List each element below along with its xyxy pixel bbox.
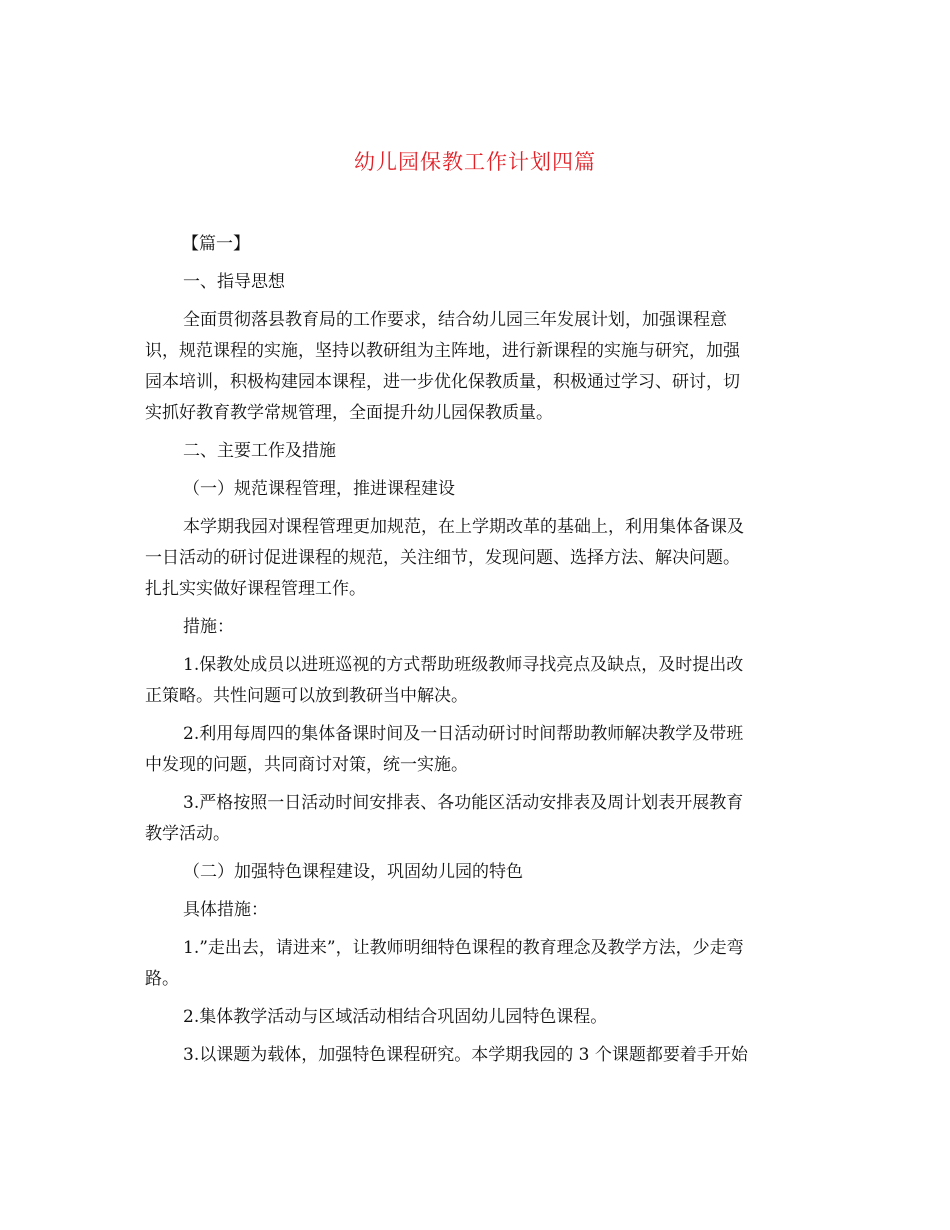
heading-guiding-thought: 一、指导思想: [183, 272, 285, 292]
paragraph-line: 本学期我园对课程管理更加规范，在上学期改革的基础上，利用集体备课及: [183, 517, 744, 537]
specific-item: 2.集体教学活动与区域活动相结合巩固幼儿园特色课程。: [183, 1007, 608, 1027]
paragraph-line: 园本培训，积极构建园本课程，进一步优化保教质量，积极通过学习、研讨，切: [145, 372, 740, 392]
specific-item: 1.”走出去，请进来”，让教师明细特色课程的教育理念及教学方法，少走弯: [183, 938, 744, 958]
specific-item: 3.以课题为载体，加强特色课程研究。本学期我园的 3 个课题都要着手开始: [183, 1045, 748, 1065]
subheading-curriculum: （一）规范课程管理，推进课程建设: [183, 479, 455, 499]
paragraph-line: 扎扎实实做好课程管理工作。: [145, 579, 366, 599]
measure-item-continued: 教学活动。: [145, 824, 230, 844]
specific-measures-label: 具体措施：: [183, 900, 268, 920]
measure-item-continued: 中发现的问题，共同商讨对策，统一实施。: [145, 755, 468, 775]
measure-item: 2.利用每周四的集体备课时间及一日活动研讨时间帮助教师解决教学及带班: [183, 724, 744, 744]
paragraph-line: 全面贯彻落县教育局的工作要求，结合幼儿园三年发展计划，加强课程意: [183, 310, 727, 330]
measure-item: 3.严格按照一日活动时间安排表、各功能区活动安排表及周计划表开展教育: [183, 793, 744, 813]
specific-item-continued: 路。: [145, 969, 179, 989]
heading-main-work: 二、主要工作及措施: [183, 441, 336, 461]
document-title: 幼儿园保教工作计划四篇: [354, 150, 596, 174]
section-heading: 【篇一】: [182, 234, 250, 254]
paragraph-line: 实抓好教育教学常规管理，全面提升幼儿园保教质量。: [145, 403, 553, 423]
paragraph-line: 识，规范课程的实施，坚持以教研组为主阵地，进行新课程的实施与研究，加强: [145, 341, 740, 361]
subheading-featured-curriculum: （二）加强特色课程建设，巩固幼儿园的特色: [183, 862, 523, 882]
measures-label: 措施：: [183, 617, 234, 637]
measure-item-continued: 正策略。共性问题可以放到教研当中解决。: [145, 686, 468, 706]
measure-item: 1.保教处成员以进班巡视的方式帮助班级教师寻找亮点及缺点，及时提出改: [183, 655, 744, 675]
paragraph-line: 一日活动的研讨促进课程的规范，关注细节，发现问题、选择方法、解决问题。: [145, 548, 740, 568]
document-body: [145, 229, 805, 1071]
